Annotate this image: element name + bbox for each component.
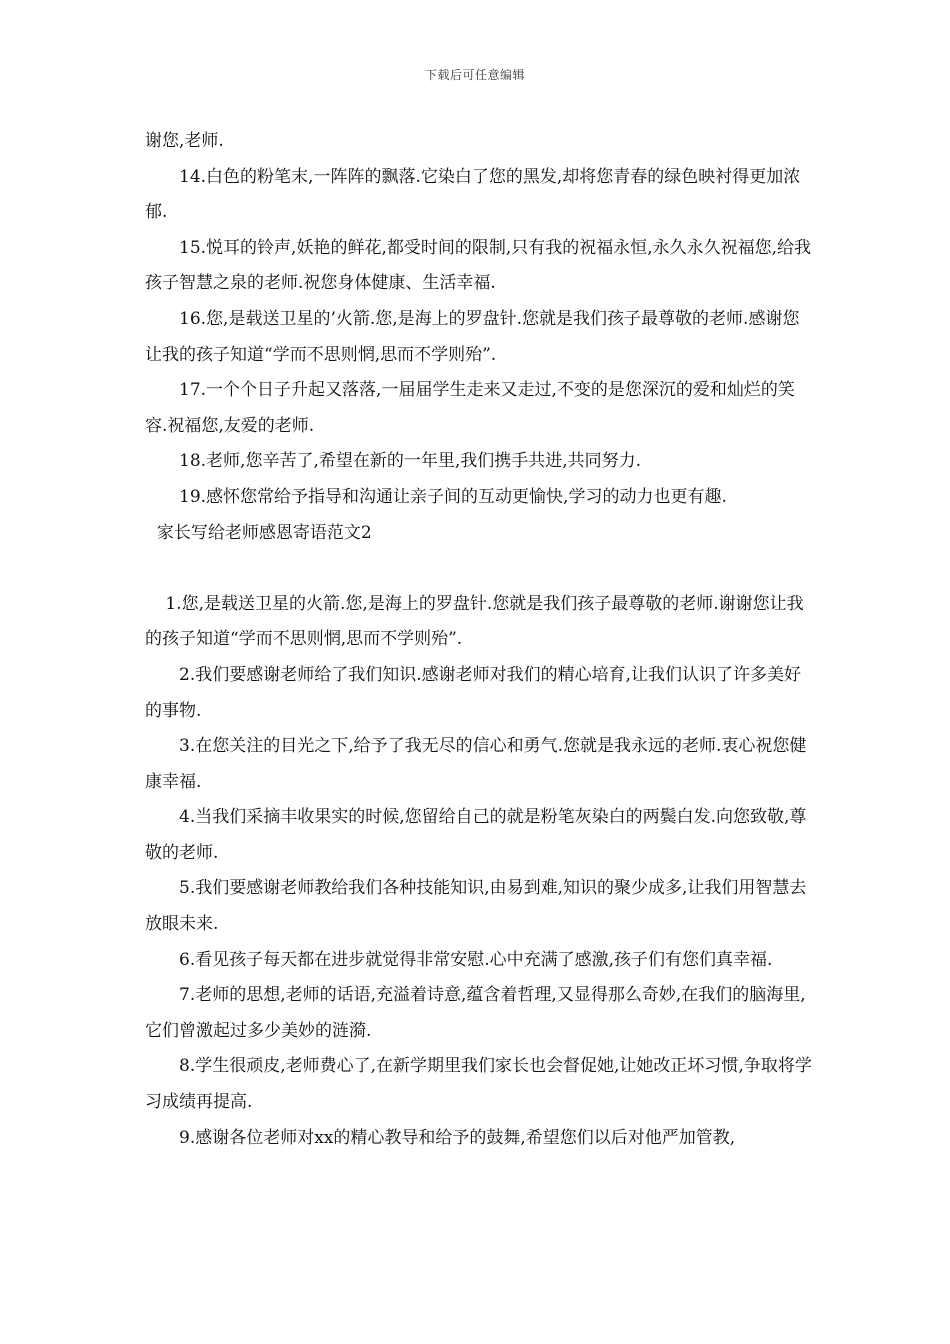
list-item: 14.白色的粉笔末,一阵阵的飘落.它染白了您的黑发,却将您青春的绿色映衬得更加浓郁. [145, 166, 801, 223]
list-item: 8.学生很顽皮,老师费心了,在新学期里我们家长也会督促她,让她改正坏习惯,争取将学习成绩再提高. [145, 1056, 812, 1113]
list-item: 16.您,是载送卫星的’火箭.您,是海上的罗盘针.您就是我们孩子最尊敬的老师.感谢您让我的孩子知道“学而不思则惘,思而不学则殆”. [145, 308, 800, 365]
document-body [145, 124, 815, 1156]
list-item: 5.我们要感谢老师教给我们各种技能知识,由易到难,知识的聚少成多,让我们用智慧去放眼未来. [145, 878, 807, 935]
list-item: 18.老师,您辛苦了,希望在新的一年里,我们携手共进,共同努力. [179, 451, 642, 472]
list-item: 9.感谢各位老师对xx的精心教导和给予的鼓舞,希望您们以后对他严加管教, [179, 1127, 736, 1148]
list-item: 15.悦耳的铃声,妖艳的鲜花,都受时间的限制,只有我的祝福永恒,永久永久祝福您,给我孩子智慧之泉的老师.祝您身体健康、生活幸福. [145, 237, 812, 294]
list-item: 2.我们要感谢老师给了我们知识.感谢老师对我们的精心培育,让我们认识了许多美好的事物. [145, 664, 802, 721]
page-header: 下载后可任意编辑 [424, 68, 525, 82]
list-item: 4.当我们采摘丰收果实的时候,您留给自己的就是粉笔灰染白的两鬓白发.向您致敬,尊敬的老师. [145, 807, 807, 863]
list-item: 17.一个个日子升起又落落,一届届学生走来又走过,不变的是您深沉的爱和灿烂的笑容.祝福您,友爱的老师. [145, 380, 795, 436]
section-title: 家长写给老师感恩寄语范文2 [156, 522, 372, 543]
list-item: 6.看见孩子每天都在进步就觉得非常安慰.心中充满了感激,孩子们有您们真幸福. [179, 949, 773, 970]
continuation-paragraph: 谢您,老师. [145, 131, 224, 151]
list-item: 7.老师的思想,老师的话语,充溢着诗意,蕴含着哲理,又显得那么奇妙,在我们的脑海里,它们曾激起过多少美妙的涟漪. [145, 985, 806, 1041]
list-item: 1.您,是载送卫星的火箭.您,是海上的罗盘针.您就是我们孩子最尊敬的老师.谢谢您让我的孩子知道“学而不思则惘,思而不学则殆”. [145, 593, 804, 650]
list-item: 19.感怀您常给予指导和沟通让亲子间的互动更愉快,学习的动力也更有趣. [179, 486, 727, 507]
section-spacer [145, 551, 815, 587]
list-item: 3.在您关注的目光之下,给予了我无尽的信心和勇气.您就是我永远的老师.衷心祝您健康幸福. [145, 736, 807, 792]
